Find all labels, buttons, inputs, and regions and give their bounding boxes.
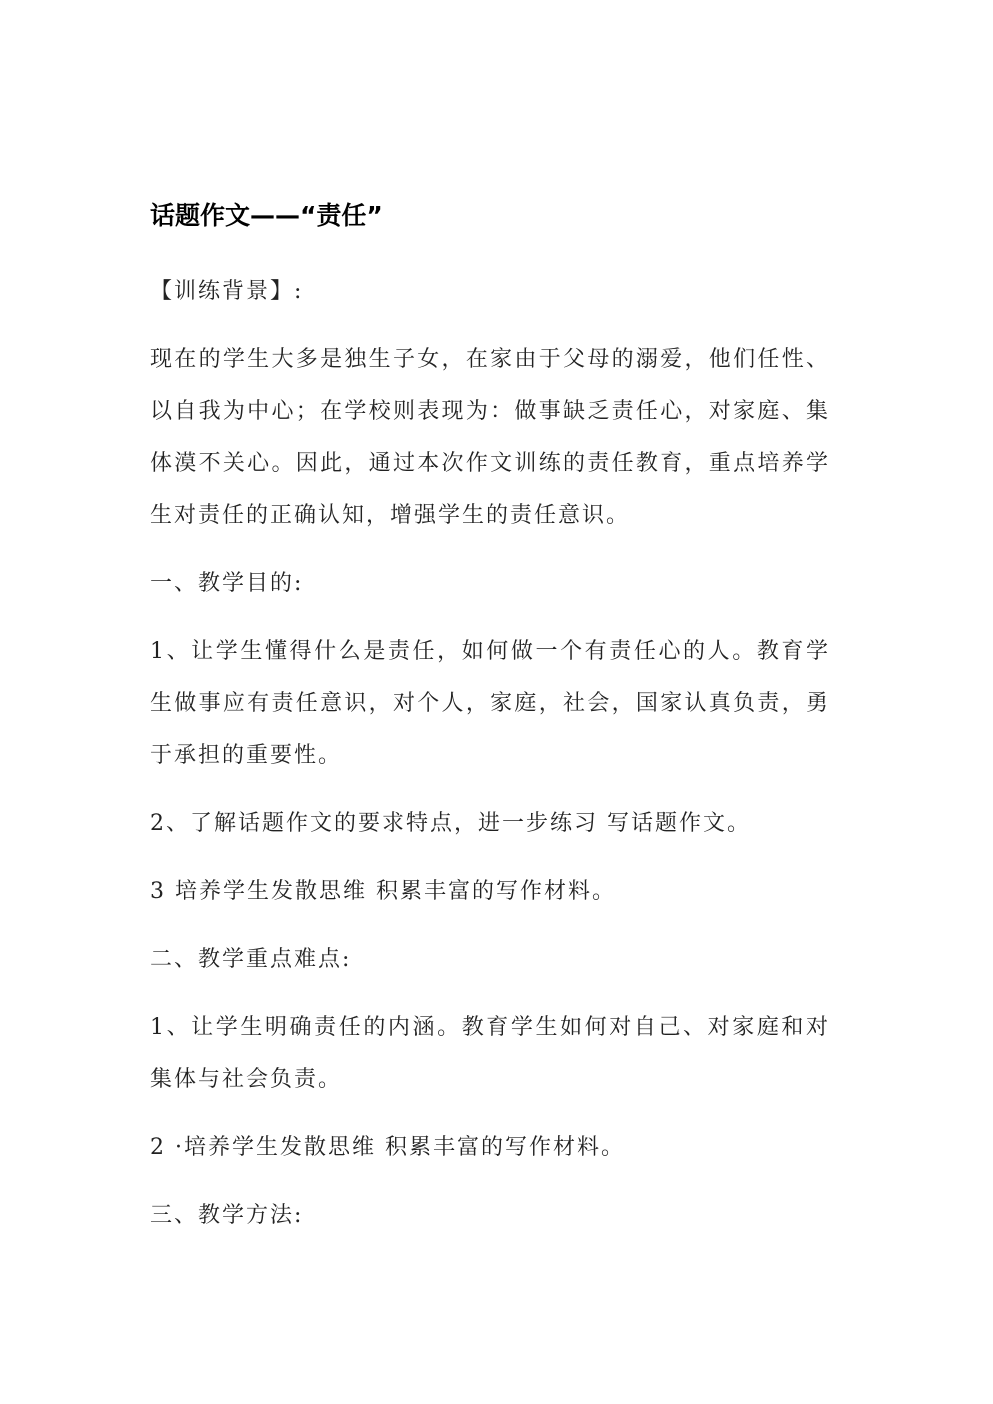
background-paragraph: 现在的学生大多是独生子女，在家由于父母的溺爱，他们任性、以自我为中心；在学校则表现为：做事缺乏责任心，对家庭、集体漠不关心。因此，通过本次作文训练的责任教育，重点培养学生对责任的正确认知，增强学生的责任意识。 [150,347,830,528]
training-background-label: 【训练背景】: [150,279,304,304]
objective-item-1: 1、让学生懂得什么是责任，如何做一个有责任心的人。教育学生做事应有责任意识，对个人，家庭，社会，国家认真负责，勇于承担的重要性。 [150,639,830,768]
section-heading-objectives: 一、教学目的: [150,571,304,596]
key-point-item-1: 1、让学生明确责任的内涵。教育学生如何对自己、对家庭和对集体与社会负责。 [150,1015,830,1092]
section-heading-methods: 三、教学方法: [150,1203,304,1228]
objective-item-2: 2、了解话题作文的要求特点，进一步练习 写话题作文。 [150,811,751,836]
objective-item-3: 3 培养学生发散思维 积累丰富的写作材料。 [150,879,616,904]
section-heading-key-points: 二、教学重点难点: [150,947,352,972]
document-title: 话题作文——“责任” [150,201,383,230]
document-body [150,196,830,1258]
key-point-item-2: 2 ·培养学生发散思维 积累丰富的写作材料。 [150,1135,625,1160]
